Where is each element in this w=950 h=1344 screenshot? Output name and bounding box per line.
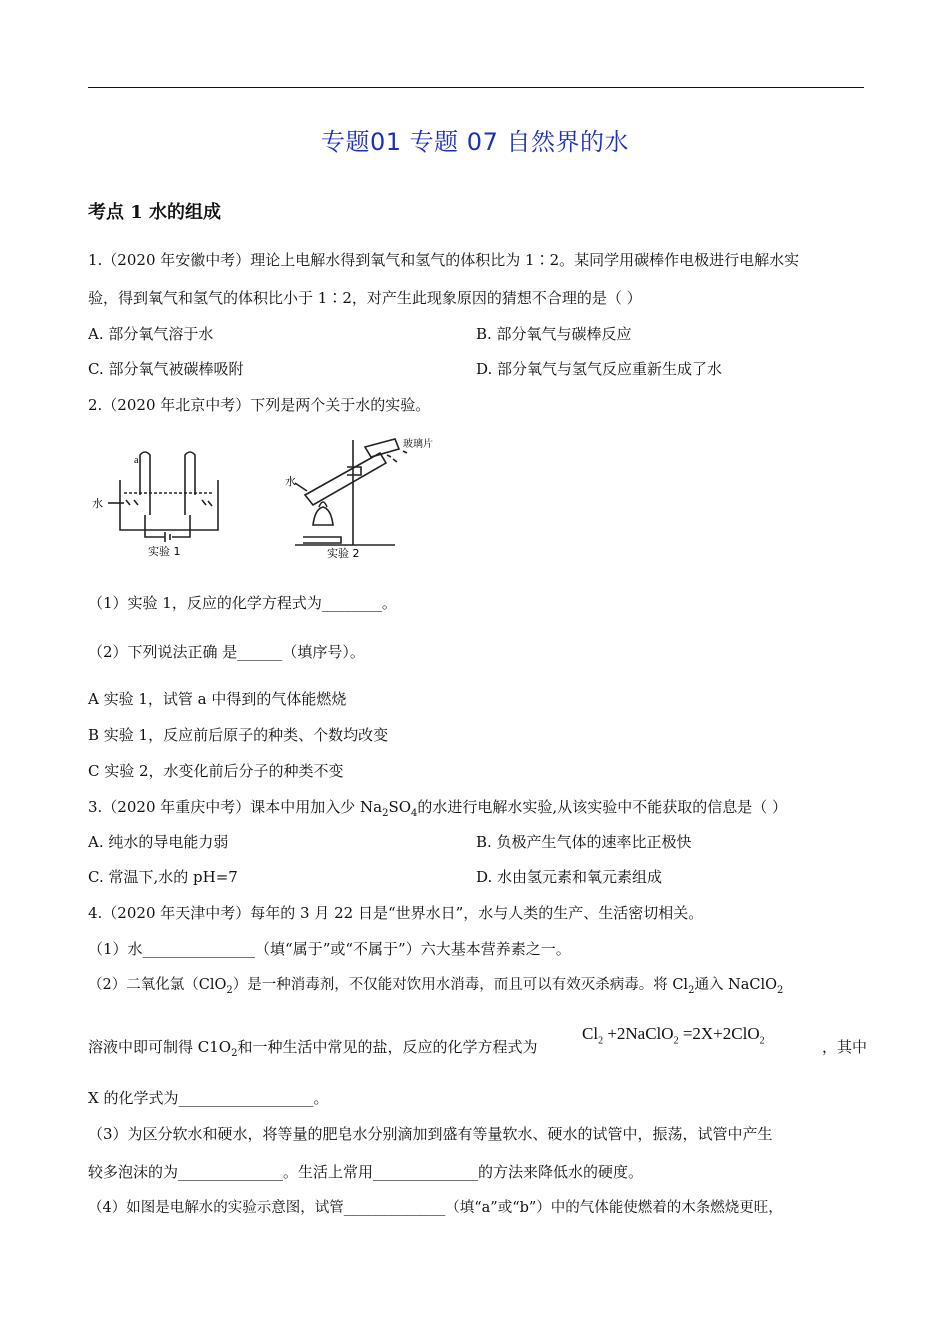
q4-sub3-line1: （3）为区分软水和硬水，将等量的肥皂水分别滴加到盛有等量软水、硬水的试管中，振荡，试管中产生 bbox=[88, 1125, 773, 1143]
q1-option-a: A. 部分氧气溶于水 bbox=[88, 325, 214, 343]
tilted-tube bbox=[305, 453, 386, 505]
test-tube-a bbox=[140, 452, 150, 515]
q4-stem: 4.（2020 年天津中考）每年的 3 月 22 日是“世界水日”，水与人类的生产、生活密切相关。 bbox=[88, 904, 704, 922]
q3-stem: 3.（2020 年重庆中考）课本中用加入少 $Na_2SO_4$的水进行电解水实验,从该实验中不能获取的信息是（ ） bbox=[88, 798, 787, 819]
q2-option-b: B 实验 1，反应前后原子的种类、个数均改变 bbox=[88, 726, 389, 744]
q3-option-a: A. 纯水的导电能力弱 bbox=[88, 833, 229, 851]
alcohol-lamp bbox=[313, 507, 333, 525]
q4-sub3-line2: 较多泡沫的为______________。生活上常用______________的方法来降低水的硬度。 bbox=[88, 1163, 644, 1181]
q4-sub2-line1: （2）二氧化氯（ClO$_2$）是一种消毒剂，不仅能对饮用水消毒，而且可以有效灭杀病毒。将 $Cl_2$通入 NaClO$_2$ bbox=[88, 977, 784, 996]
q1-option-c: C. 部分氧气被碳棒吸附 bbox=[88, 360, 244, 378]
label-glass-plate: 玻璃片 bbox=[403, 439, 433, 450]
q1-stem-line2: 验，得到氧气和氢气的体积比小于 1∶2，对产生此现象原因的猜想不合理的是（ ） bbox=[88, 289, 642, 307]
header-rule bbox=[88, 87, 864, 88]
q4-sub2-line2-tail: ，其中 bbox=[822, 1038, 868, 1056]
water-trough bbox=[120, 480, 218, 530]
q4-sub1: （1）水_______________（填“属于”或“不属于”）六大基本营养素之一。 bbox=[88, 940, 571, 958]
q3-option-b: B. 负极产生气体的速率比正极快 bbox=[476, 833, 692, 851]
experiment-1-figure bbox=[90, 445, 240, 560]
q2-sub2: （2）下列说法正确 是______（填序号）。 bbox=[88, 643, 365, 661]
q4-sub2-line3: X 的化学式为__________________。 bbox=[88, 1089, 329, 1107]
page-title: 专题01 专题 07 自然界的水 bbox=[321, 128, 629, 156]
test-tube-b bbox=[185, 452, 195, 515]
label-a: a bbox=[134, 455, 139, 466]
label-water-2: 水 bbox=[285, 475, 296, 488]
q1-stem-line1: 1.（2020 年安徽中考）理论上电解水得到氧气和氢气的体积比为 1∶2。某同学用碳棒作电极进行电解水实 bbox=[88, 251, 800, 269]
q1-option-d: D. 部分氧气与氢气反应重新生成了水 bbox=[476, 360, 723, 378]
chemical-equation: $Cl_2$ +2NaClO$_2$ =2X+2ClO$_2$ bbox=[582, 1024, 765, 1047]
q4-sub4: （4）如图是电解水的实验示意图，试管______________（填“a”或“b”）中的气体能使燃着的木条燃烧更旺， bbox=[88, 1200, 783, 1216]
q1-option-b: B. 部分氧气与碳棒反应 bbox=[476, 325, 632, 343]
experiment-2-figure bbox=[285, 435, 450, 560]
label-water-1: 水 bbox=[92, 497, 103, 510]
q3-option-d: D. 水由氢元素和氧元素组成 bbox=[476, 868, 663, 886]
q4-sub2-line2: 溶液中即可制得 $C1O_2$和一种生活中常见的盐，反应的化学方程式为 bbox=[88, 1038, 538, 1059]
q2-sub1: （1）实验 1，反应的化学方程式为________。 bbox=[88, 594, 397, 612]
caption-experiment-2: 实验 2 bbox=[327, 547, 360, 560]
q2-option-c: C 实验 2，水变化前后分子的种类不变 bbox=[88, 762, 344, 780]
caption-experiment-1: 实验 1 bbox=[148, 545, 181, 558]
glass-plate bbox=[365, 439, 399, 457]
q2-stem: 2.（2020 年北京中考）下列是两个关于水的实验。 bbox=[88, 396, 431, 414]
q3-option-c: C. 常温下,水的 pH=7 bbox=[88, 868, 238, 886]
q2-option-a: A 实验 1，试管 a 中得到的气体能燃烧 bbox=[88, 690, 347, 708]
section-heading: 考点 1 水的组成 bbox=[88, 202, 222, 223]
